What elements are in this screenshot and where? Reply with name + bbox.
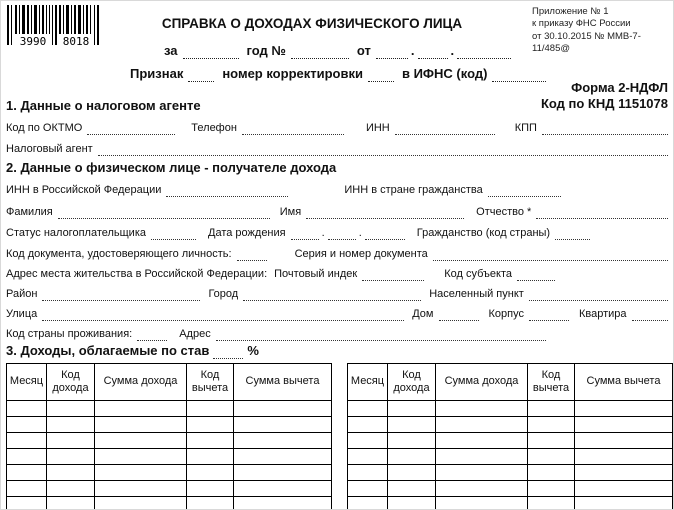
surname-field[interactable]	[58, 208, 270, 219]
building-label: Корпус	[488, 308, 524, 320]
date-year-field[interactable]	[457, 48, 511, 59]
table-cell[interactable]	[7, 417, 47, 433]
date-separator: .	[358, 227, 362, 239]
table-cell[interactable]	[388, 449, 436, 465]
col-header-month: Месяц	[348, 364, 388, 401]
table-cell[interactable]	[187, 417, 234, 433]
col-header-deduction-sum: Сумма вычета	[234, 364, 332, 401]
inn-foreign-field[interactable]	[488, 186, 561, 197]
address-field[interactable]	[216, 330, 546, 341]
table-row	[348, 497, 673, 510]
table-cell[interactable]	[7, 481, 47, 497]
street-label: Улица	[6, 308, 38, 320]
doc-code-field[interactable]	[237, 250, 267, 261]
table-cell[interactable]	[348, 401, 388, 417]
table-cell[interactable]	[575, 449, 673, 465]
kpp-field[interactable]	[542, 124, 668, 135]
phone-label: Телефон	[191, 122, 237, 134]
phone-field[interactable]	[242, 124, 344, 135]
agent-label: Налоговый агент	[6, 143, 93, 155]
table-cell[interactable]	[7, 401, 47, 417]
date-month-field[interactable]	[418, 48, 448, 59]
col-header-deduction-code: Код вычета	[528, 364, 575, 401]
doc-code-label: Код документа, удостоверяющего личность:	[6, 248, 232, 260]
date-label: от	[356, 43, 371, 58]
annex-note	[532, 6, 641, 55]
section3-heading: 3. Доходы, облагаемые по став	[6, 343, 210, 358]
house-label: Дом	[412, 308, 434, 320]
table-row	[348, 417, 673, 433]
table-row	[7, 449, 332, 465]
table-row	[7, 481, 332, 497]
table-cell[interactable]	[47, 497, 95, 510]
table-cell[interactable]	[7, 433, 47, 449]
name-field[interactable]	[306, 208, 464, 219]
table-cell[interactable]	[528, 433, 575, 449]
barcode	[7, 5, 103, 52]
status-field[interactable]	[151, 229, 196, 240]
table-cell[interactable]	[234, 465, 332, 481]
table-row	[348, 481, 673, 497]
address-rf-row	[6, 268, 668, 281]
table-cell[interactable]	[528, 481, 575, 497]
birth-month-field[interactable]	[328, 229, 356, 240]
name-label: Имя	[279, 206, 302, 218]
date-separator: .	[450, 43, 455, 58]
form-name: Форма 2-НДФЛ	[571, 80, 668, 95]
year-label: за	[164, 43, 178, 58]
year-number-date-line	[164, 44, 511, 59]
table-row	[7, 433, 332, 449]
col-header-income-sum: Сумма дохода	[436, 364, 528, 401]
subject-code-field[interactable]	[517, 270, 555, 281]
table-row	[348, 449, 673, 465]
birth-year-field[interactable]	[365, 229, 405, 240]
table-cell[interactable]	[388, 417, 436, 433]
inn-foreign-label: ИНН в стране гражданства	[344, 184, 483, 196]
address-label: Адрес	[179, 328, 211, 340]
percent-sign: %	[247, 343, 259, 358]
section2-heading: 2. Данные о физическом лице - получателе дохода	[6, 160, 337, 175]
subject-code-label: Код субъекта	[444, 268, 512, 280]
table-cell[interactable]	[234, 433, 332, 449]
birth-day-field[interactable]	[291, 229, 319, 240]
postal-label: Почтовый индек	[274, 268, 358, 280]
district-label: Район	[6, 288, 38, 300]
street-field[interactable]	[42, 310, 404, 321]
table-cell[interactable]	[528, 465, 575, 481]
table-cell[interactable]	[575, 401, 673, 417]
inn-rf-field[interactable]	[166, 186, 288, 197]
district-row	[6, 288, 668, 301]
table-cell[interactable]	[187, 497, 234, 510]
patronymic-label: Отчество *	[476, 206, 532, 218]
col-header-income-code: Код дохода	[388, 364, 436, 401]
table-cell[interactable]	[348, 465, 388, 481]
agent-row	[6, 143, 668, 156]
number-field[interactable]	[291, 48, 349, 59]
date-separator: .	[410, 43, 415, 58]
table-cell[interactable]	[575, 481, 673, 497]
table-row	[348, 433, 673, 449]
table-cell[interactable]	[575, 465, 673, 481]
barcode-digits-right: 8018	[62, 35, 90, 47]
table-cell[interactable]	[528, 449, 575, 465]
table-cell[interactable]	[187, 465, 234, 481]
table-cell[interactable]	[47, 433, 95, 449]
table-cell[interactable]	[528, 417, 575, 433]
oktmo-field[interactable]	[87, 124, 175, 135]
table-header-row	[7, 364, 332, 401]
table-cell[interactable]	[388, 465, 436, 481]
patronymic-field[interactable]	[536, 208, 668, 219]
section3-heading-row	[6, 344, 668, 359]
inn-row	[6, 184, 561, 197]
korrektirovka-label: номер корректировки	[222, 66, 363, 81]
birthdate-label: Дата рождения	[208, 227, 286, 239]
table-cell[interactable]	[187, 401, 234, 417]
table-cell[interactable]	[436, 481, 528, 497]
income-table-right	[347, 363, 673, 510]
status-label: Статус налогоплательщика	[6, 227, 147, 239]
table-cell[interactable]	[348, 481, 388, 497]
table-cell[interactable]	[575, 417, 673, 433]
table-cell[interactable]	[187, 433, 234, 449]
agent-inn-label: ИНН	[365, 122, 390, 134]
document-row	[6, 248, 668, 261]
section1-heading: 1. Данные о налоговом агенте	[6, 98, 201, 113]
table-row	[348, 401, 673, 417]
knd-code: Код по КНД 1151078	[540, 95, 668, 111]
number-label: год №	[246, 43, 286, 58]
table-cell[interactable]	[436, 497, 528, 510]
annex-note-line: от 30.10.2015 № ММВ-7-	[532, 30, 641, 42]
agent-inn-field[interactable]	[395, 124, 495, 135]
country-row	[6, 328, 668, 341]
table-cell[interactable]	[348, 497, 388, 510]
barcode-image	[7, 5, 103, 47]
table-cell[interactable]	[436, 433, 528, 449]
table-cell[interactable]	[234, 497, 332, 510]
ifns-label: в ИФНС (код)	[401, 66, 488, 81]
table-cell[interactable]	[187, 449, 234, 465]
table-cell[interactable]	[95, 417, 187, 433]
table-header-row	[348, 364, 673, 401]
table-row	[348, 465, 673, 481]
oktmo-label: Код по ОКТМО	[6, 122, 83, 134]
col-header-income-code: Код дохода	[47, 364, 95, 401]
agent-name-field[interactable]	[98, 145, 668, 156]
table-row	[7, 417, 332, 433]
form-name-block	[541, 80, 668, 111]
table-cell[interactable]	[47, 465, 95, 481]
table-cell[interactable]	[348, 433, 388, 449]
date-separator: .	[321, 227, 325, 239]
table-cell[interactable]	[95, 449, 187, 465]
country-code-label: Код страны проживания:	[6, 328, 133, 340]
table-cell[interactable]	[388, 481, 436, 497]
address-rf-label: Адрес места жительства в Российской Федерации:	[6, 268, 268, 280]
table-cell[interactable]	[388, 497, 436, 510]
table-cell[interactable]	[95, 433, 187, 449]
priznak-line	[130, 67, 546, 82]
settlement-label: Населенный пункт	[429, 288, 524, 300]
table-cell[interactable]	[348, 417, 388, 433]
table-cell[interactable]	[47, 449, 95, 465]
table-cell[interactable]	[95, 497, 187, 510]
col-header-deduction-code: Код вычета	[187, 364, 234, 401]
citizenship-label: Гражданство (код страны)	[416, 227, 551, 239]
table-cell[interactable]	[436, 401, 528, 417]
col-header-income-sum: Сумма дохода	[95, 364, 187, 401]
fio-row	[6, 206, 668, 219]
ifns-code-field[interactable]	[492, 71, 546, 82]
inn-rf-label: ИНН в Российской Федерации	[6, 184, 162, 196]
table-cell[interactable]	[436, 449, 528, 465]
table-cell[interactable]	[234, 481, 332, 497]
table-cell[interactable]	[7, 497, 47, 510]
citizenship-field[interactable]	[555, 229, 590, 240]
table-cell[interactable]	[388, 401, 436, 417]
apartment-field[interactable]	[632, 310, 668, 321]
table-cell[interactable]	[528, 401, 575, 417]
form-title: СПРАВКА О ДОХОДАХ ФИЗИЧЕСКОГО ЛИЦА	[161, 16, 463, 31]
table-cell[interactable]	[47, 481, 95, 497]
table-row	[7, 465, 332, 481]
annex-note-line: 11/485@	[532, 43, 570, 55]
income-table-left	[6, 363, 332, 510]
table-cell[interactable]	[47, 401, 95, 417]
priznak-label: Признак	[130, 66, 184, 81]
table-cell[interactable]	[234, 417, 332, 433]
table-row	[7, 497, 332, 510]
table-cell[interactable]	[348, 449, 388, 465]
table-cell[interactable]	[234, 449, 332, 465]
table-cell[interactable]	[7, 449, 47, 465]
settlement-field[interactable]	[529, 290, 668, 301]
table-cell[interactable]	[95, 481, 187, 497]
table-cell[interactable]	[95, 465, 187, 481]
table-cell[interactable]	[7, 465, 47, 481]
oktmo-row	[6, 122, 668, 135]
district-field[interactable]	[42, 290, 200, 301]
barcode-digits-left: 3990	[19, 35, 47, 47]
doc-series-label: Серия и номер документа	[294, 248, 428, 260]
annex-note-line: к приказу ФНС России	[532, 18, 631, 30]
city-field[interactable]	[243, 290, 421, 301]
table-cell[interactable]	[388, 433, 436, 449]
table-row	[7, 401, 332, 417]
house-field[interactable]	[439, 310, 479, 321]
status-row	[6, 227, 668, 240]
table-cell[interactable]	[528, 497, 575, 510]
col-header-month: Месяц	[7, 364, 47, 401]
postal-field[interactable]	[362, 270, 424, 281]
table-cell[interactable]	[187, 481, 234, 497]
table-cell[interactable]	[95, 401, 187, 417]
table-cell[interactable]	[436, 465, 528, 481]
korrektirovka-field[interactable]	[368, 71, 394, 82]
surname-label: Фамилия	[6, 206, 53, 218]
street-row	[6, 308, 668, 321]
annex-note-line: Приложение № 1	[532, 6, 609, 17]
country-code-field[interactable]	[137, 330, 167, 341]
table-cell[interactable]	[234, 401, 332, 417]
building-field[interactable]	[529, 310, 569, 321]
table-cell[interactable]	[575, 497, 673, 510]
date-day-field[interactable]	[376, 48, 408, 59]
apartment-label: Квартира	[578, 308, 627, 320]
city-label: Город	[208, 288, 239, 300]
table-cell[interactable]	[436, 417, 528, 433]
kpp-label: КПП	[514, 122, 537, 134]
table-cell[interactable]	[47, 417, 95, 433]
table-cell[interactable]	[575, 433, 673, 449]
doc-series-field[interactable]	[433, 250, 668, 261]
income-tables	[6, 363, 673, 510]
year-field[interactable]	[183, 48, 239, 59]
priznak-field[interactable]	[188, 71, 214, 82]
col-header-deduction-sum: Сумма вычета	[575, 364, 673, 401]
tax-rate-field[interactable]	[213, 348, 243, 359]
